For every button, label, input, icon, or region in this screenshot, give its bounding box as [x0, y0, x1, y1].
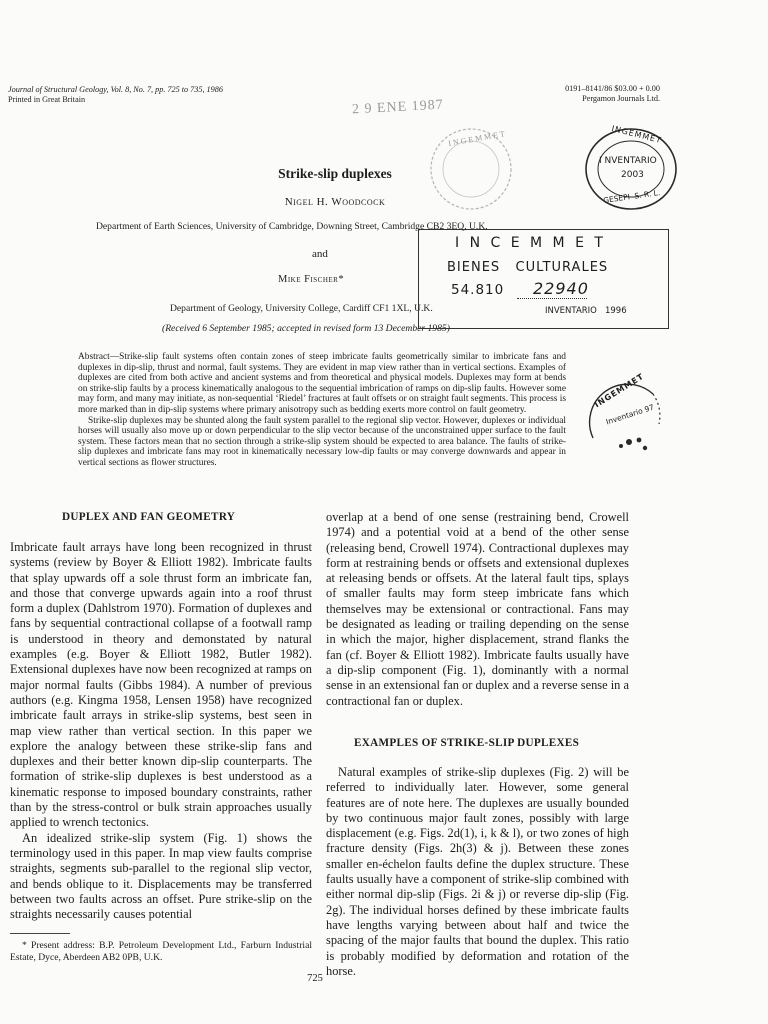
- abstract-p2: Strike-slip duplexes may be shunted along the fault system parallel to the regional slip vector. However, duplexes or individual horses will usually also move up or down perpendicular to the slip vector because of the unconstrained upper surface to the fault system. These factors mean that no section through a strike-slip system should be expected to area balance. The faults of strike-slip duplexes and imbricate fans may root in kinematically necessary low-dip faults or may converge downwards and appear in vertical sections as flower structures.: [78, 415, 566, 468]
- and-text: and: [312, 248, 328, 260]
- printed-line: Printed in Great Britain: [8, 95, 86, 104]
- stamp-inventario: INVENTARIO 1996: [545, 306, 627, 316]
- section-heading-2: EXAMPLES OF STRIKE-SLIP DUPLEXES: [354, 737, 580, 749]
- stamp-number: 54.810: [451, 282, 505, 298]
- paper-title: Strike-slip duplexes: [278, 166, 392, 181]
- right-column-top: [326, 510, 629, 709]
- footnote: * Present address: B.P. Petroleum Development Ltd., Farburn Industrial Estate, Dyce, Aberdeen AB2 0PB, U.K.: [10, 940, 312, 963]
- issn: 0191–8141/86 $03.00 + 0.00: [565, 84, 660, 93]
- abstract: [78, 352, 566, 469]
- right-paragraph-1: overlap at a bend of one sense (restraining bend, Crowell 1974) and a potential void at a bend of the other sense (releasing bend, Crowell 1974). Contractional duplexes may form at restraining bends or offsets and extensional duplexes at releasing bends or offsets. At the lateral fault tips, splays of smaller faults may form steep imbricate fans which themselves may be extensional or contractional. Fans may be designated as leading or trailing depending on the sense in which the major, higher displacement, strand flanks the fan (cf. Boyer & Elliott 1982). Imbricate faults usually have a dip-slip component (Fig. 1), dominantly with a normal sense in an extensional fan or duplex and a reverse sense in a contractional fan or duplex.: [326, 510, 629, 708]
- footnote-rule: [10, 933, 70, 934]
- right-column-bottom: [326, 765, 629, 979]
- stamp-underline: [517, 298, 587, 299]
- author-1: Nigel H. Woodcock: [284, 196, 386, 208]
- left-paragraph-2: An idealized strike-slip system (Fig. 1) shows the terminology used in this paper. In map view faults comprise straights, segments sub-parallel to the regional slip vector, and bends oblique to it. Displacements may be transferred between two faults across an offset. Pure strike-slip on the straights necessarily causes potential: [10, 830, 312, 922]
- affiliation-1: Department of Earth Sciences, University of Cambridge, Downing Street, Cambridge CB2 3EQ, U.K.: [96, 221, 488, 232]
- ingemmet-round-stamp-2: INGEMMET Inventario 97: [583, 376, 667, 462]
- publisher: Pergamon Journals Ltd.: [582, 94, 660, 103]
- received-line: (Received 6 September 1985; accepted in revised form 13 December 1985): [162, 323, 450, 334]
- inventory-box-stamp: [418, 229, 669, 329]
- journal-line: Journal of Structural Geology, Vol. 8, No. 7, pp. 725 to 735, 1986: [8, 85, 223, 94]
- stamp-subtitle: BIENES CULTURALES: [447, 260, 609, 275]
- affiliation-2: Department of Geology, University College, Cardiff CF1 1XL, U.K.: [170, 303, 433, 314]
- handwritten-number: 22940: [533, 279, 589, 298]
- journal-citation: [8, 85, 308, 105]
- page-number: 725: [307, 973, 323, 984]
- left-column: [10, 540, 312, 922]
- received-date-stamp: 2 9 ENE 1987: [351, 97, 445, 118]
- abstract-p1: Abstract—Strike-slip fault systems often contain zones of steep imbricate faults geometrically similar to imbricate fans and duplexes in dip-slip, thrust and normal, fault systems. They are evident in map view rather than in vertical sections. Examples of duplexes are cited from both active and ancient systems and from theoretical and physical models. Duplexes may form at bends on strike-slip faults by a process kinematically analogous to the sequential imbrication of ramps on dip-slip faults. However some may form, and many may initiate, as non-sequential ‘Riedel’ fractures at fault offsets or on straight fault segments. This process is more marked than in dip-slip systems where primary anisotropy such as bedding exerts more control on fault geometry.: [78, 352, 566, 415]
- right-paragraph-2: Natural examples of strike-slip duplexes (Fig. 2) will be referred to individually later. However, some general features are of note here. The duplexes are usually bounded by two continuous major fault zones, possibly with large displacement (e.g. Figs. 2d(1), i, k & l), or two zones of high fracture density (Figs. 2h(3) & j). Between these zones smaller en-échelon faults define the duplex structure. These faults usually have a component of strike-slip combined with either normal dip-slip (Figs. 2i & j) or reverse dip-slip (Fig. 2g). The individual horses defined by these imbricate faults have lengths varying between about half and twice the spacing of the major faults that bound the duplex. This ratio is probably modified by deformation and rotation of the horse.: [326, 765, 629, 978]
- ingemmet-round-stamp-1: INGEMMET I NVENTARIO 2003 GESEPI S. R. L.: [583, 126, 679, 212]
- left-paragraph-1: Imbricate fault arrays have long been recognized in thrust systems (review by Boyer & Elliott 1982). Imbricate faults that splay upwards off a sole thrust form an imbricate fan, and those that converge upwards again into a roof thrust form a duplex (Dahlstrom 1970). Formation of duplexes and fans by sequential contractional collapse of a footwall ramp is understood in theory and demonstated by natural examples (e.g. Boyer & Elliott 1982, Butler 1982). Extensional duplexes have now been recognized at ramps on major normal faults (Gibbs 1984). A number of previous authors (e.g. Kingma 1958, Lensen 1958) have recognized imbricate fault arrays in strike-slip systems, best seen in map view rather than vertical section. In this paper we explore the analogy between these strike-slip fans and duplexes and their better known dip-slip counterparts. The formation of strike-slip duplexes is best understood as a kinematic response to imposed boundary constraints, rather than by the stress-control or bulk strain approaches usually applied to wrench tectonics.: [10, 540, 312, 830]
- stamp-title: I N C E M M E T: [455, 235, 606, 251]
- author-2: Mike Fischer*: [278, 274, 345, 285]
- faint-library-stamp: INGEMMET: [428, 126, 514, 212]
- section-heading-1: DUPLEX AND FAN GEOMETRY: [62, 511, 236, 523]
- issn-block: [510, 84, 660, 104]
